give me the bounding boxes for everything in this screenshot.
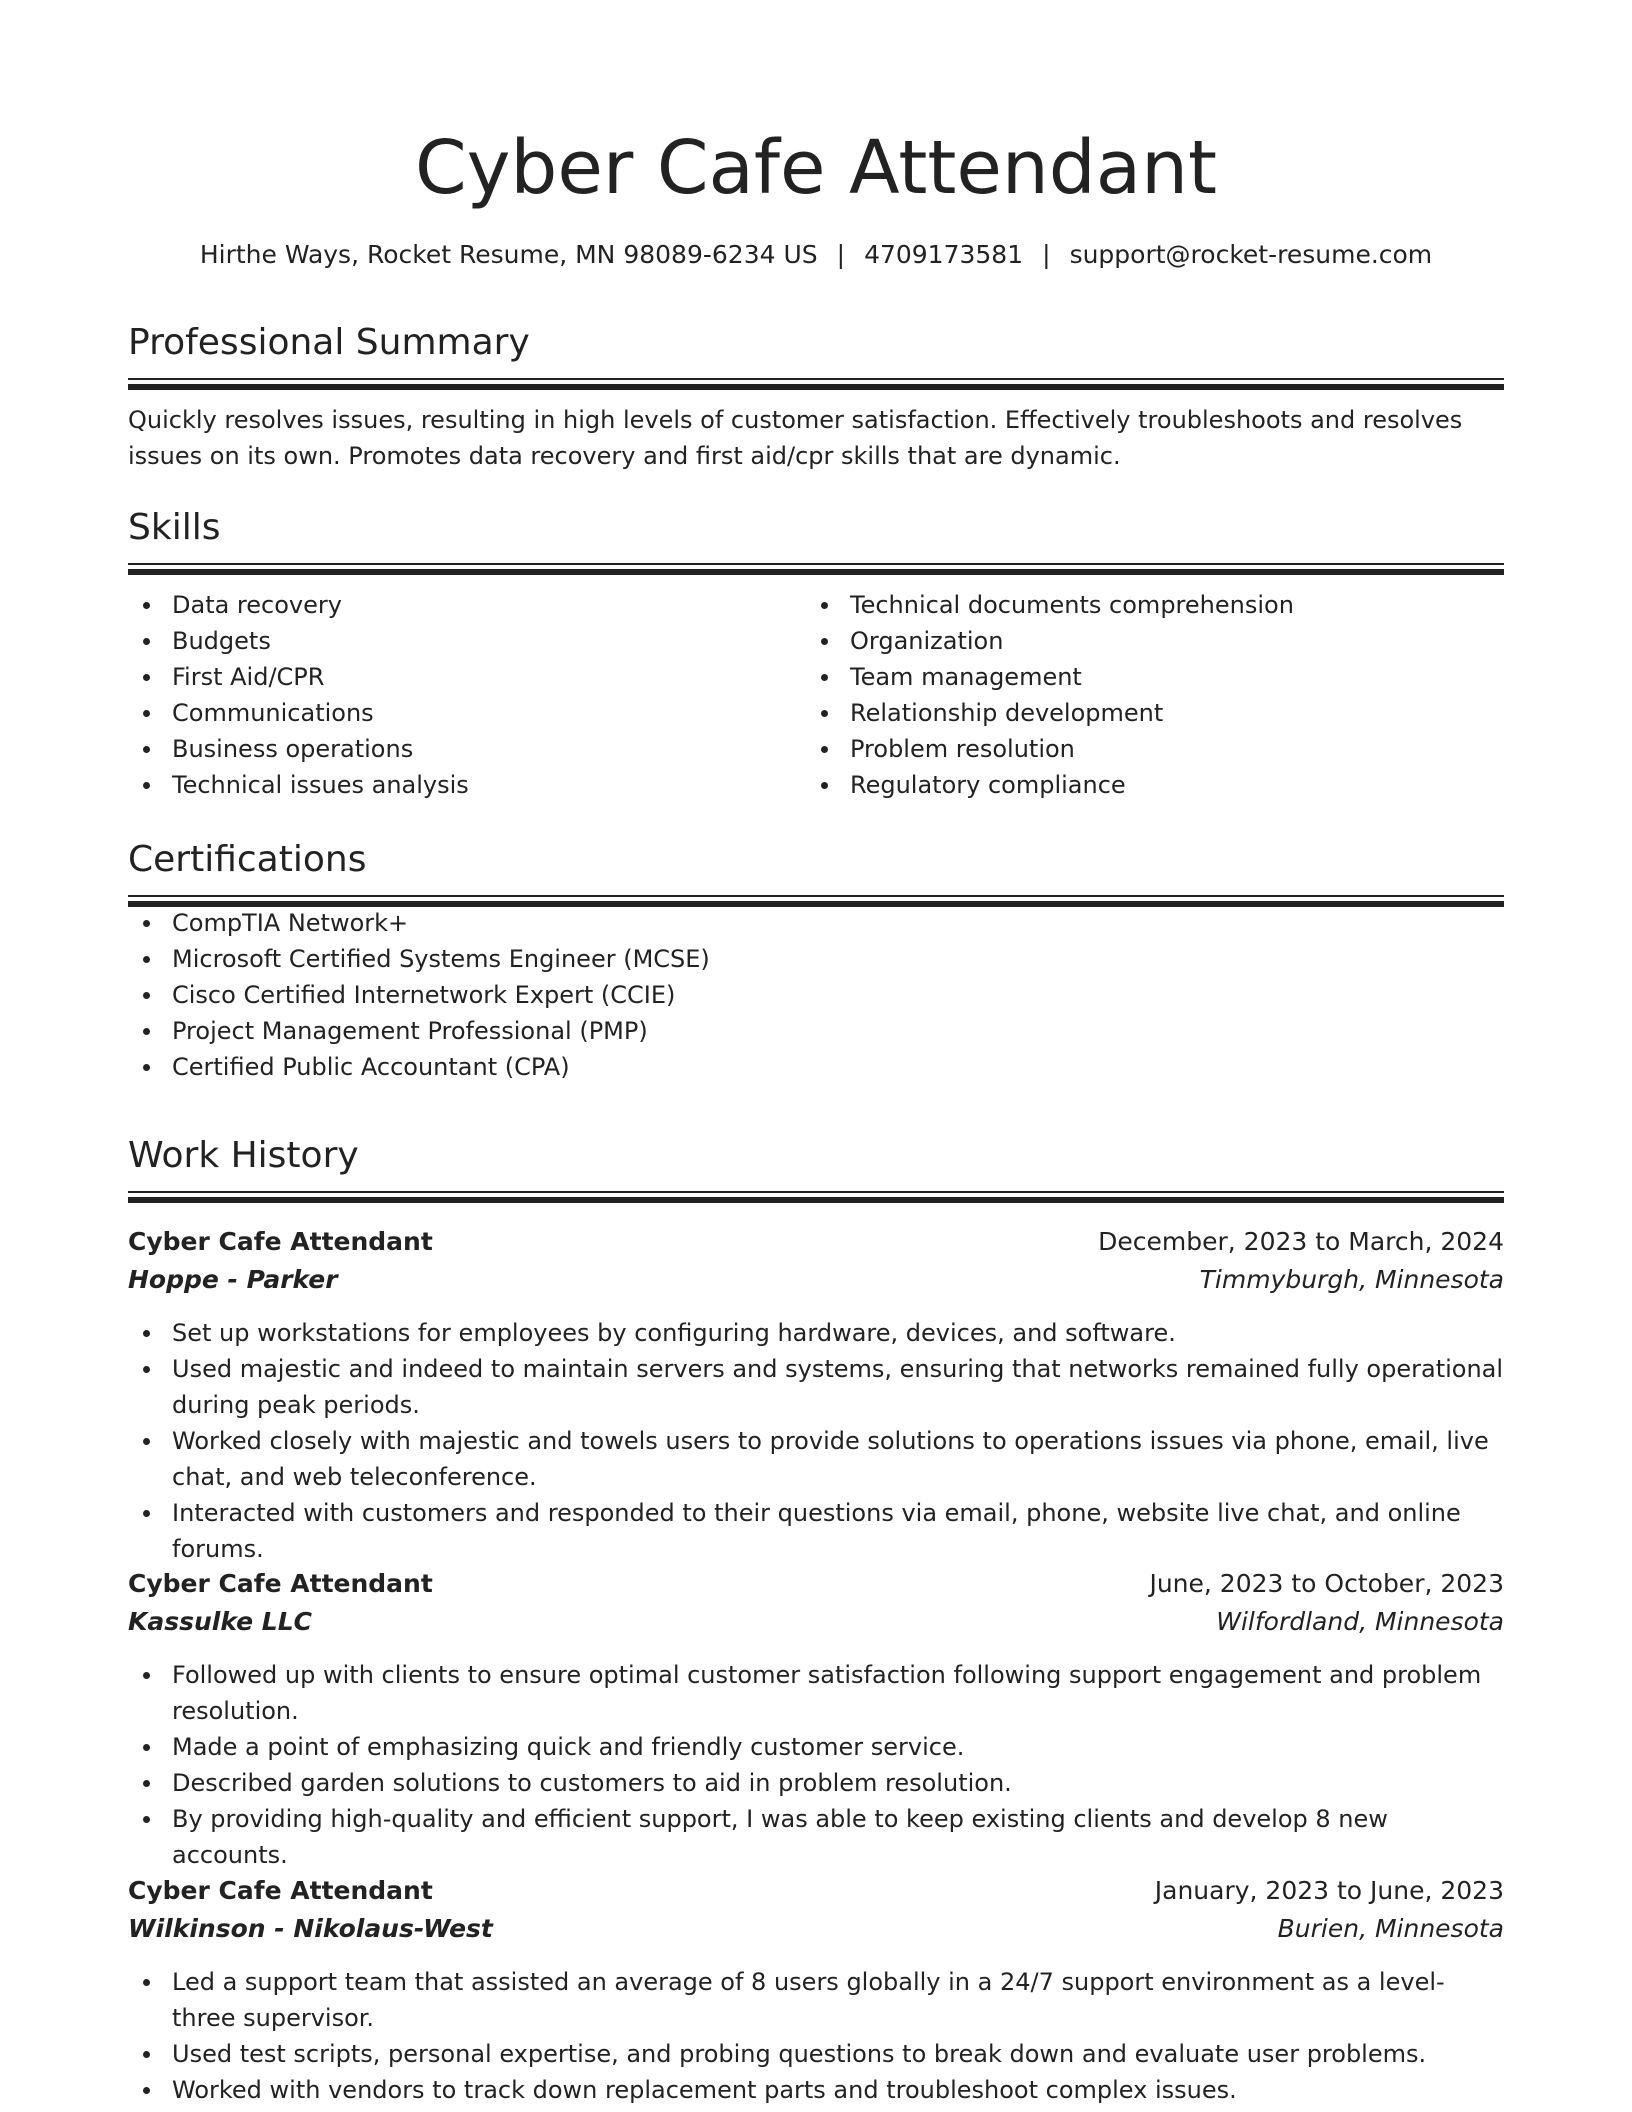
certifications-section [128,837,1504,1085]
job-duty-item: Used majestic and indeed to maintain servers and systems, ensuring that networks remained fully operational during peak periods. [128,1351,1504,1423]
skill-item: Budgets [128,623,806,659]
section-divider [128,563,1504,573]
work-history-section [128,1133,1504,1201]
job-duty-item: Used test scripts, personal expertise, and probing questions to break down and evaluate user problems. [128,2036,1504,2072]
job-entry [128,1223,1504,1567]
job-company-row [128,1603,1504,1641]
skills-grid [128,587,1504,803]
certification-item: Certified Public Accountant (CPA) [128,1049,1504,1085]
section-divider [128,378,1504,388]
job-header-row [128,1872,1504,1910]
job-duty-item: Set up workstations for employees by configuring hardware, devices, and software. [128,1315,1504,1351]
skills-column-left [128,587,806,803]
resume-page [128,0,1504,2104]
contact-line [128,238,1504,272]
section-divider [128,895,1504,905]
skill-item: Data recovery [128,587,806,623]
skills-column-right [806,587,1484,803]
job-duty-item: Led a support team that assisted an average of 8 users globally in a 24/7 support environment as a level-three supervisor. [128,1964,1504,2036]
skill-item: First Aid/CPR [128,659,806,695]
job-dates: December, 2023 to March, 2024 [1098,1227,1504,1256]
job-dates: June, 2023 to October, 2023 [1149,1569,1504,1598]
job-location: Wilfordland, Minnesota [1216,1607,1504,1636]
skill-item: Communications [128,695,806,731]
summary-section [128,320,1504,474]
summary-text: Quickly resolves issues, resulting in high levels of customer satisfaction. Effectively troubleshoots and resolves issues on its own. Promotes data recovery and first aid/cpr skills that are dynamic. [128,406,1463,470]
job-company: Wilkinson - Nikolaus-West [128,1914,493,1943]
job-entry [128,1872,1504,2108]
job-header-row [128,1565,1504,1603]
job-duties-list [128,1315,1504,1567]
section-title-work-history: Work History [128,1135,359,1176]
contact-email: support@rocket-resume.com [1069,240,1433,269]
job-duties-list [128,1657,1504,1873]
contact-separator: | [836,240,846,269]
section-divider [128,1191,1504,1201]
candidate-name: Cyber Cafe Attendant [414,125,1218,211]
contact-separator: | [1042,240,1051,269]
certification-item: Cisco Certified Internetwork Expert (CCIE) [128,977,1504,1013]
contact-address: Hirthe Ways, Rocket Resume, MN 98089-6234 US [199,240,818,269]
certification-item: Project Management Professional (PMP) [128,1013,1504,1049]
skill-item: Team management [806,659,1484,695]
job-company-row [128,1261,1504,1299]
section-title-certifications: Certifications [128,839,367,880]
job-duty-item: Worked closely with majestic and towels users to provide solutions to operations issues via phone, email, live chat, and web teleconference. [128,1423,1504,1495]
job-company: Kassulke LLC [128,1607,312,1636]
contact-phone: 4709173581 [864,240,1024,269]
skills-section [128,505,1504,803]
job-duty-item: Interacted with customers and responded to their questions via email, phone, website live chat, and online forums. [128,1495,1504,1567]
skill-item: Relationship development [806,695,1484,731]
skill-item: Business operations [128,731,806,767]
section-title-skills: Skills [128,507,221,548]
job-duty-item: Worked with vendors to track down replacement parts and troubleshoot complex issues. [128,2072,1504,2108]
job-duty-item: Described garden solutions to customers to aid in problem resolution. [128,1765,1504,1801]
job-company: Hoppe - Parker [128,1265,338,1294]
job-header-row [128,1223,1504,1261]
certifications-list [128,905,1504,1085]
skill-item: Technical documents comprehension [806,587,1484,623]
certification-item: Microsoft Certified Systems Engineer (MCSE) [128,941,1504,977]
skill-item: Technical issues analysis [128,767,806,803]
job-title: Cyber Cafe Attendant [128,1876,433,1905]
job-company-row [128,1910,1504,1948]
job-entry [128,1565,1504,1873]
job-dates: January, 2023 to June, 2023 [1154,1876,1504,1905]
job-title: Cyber Cafe Attendant [128,1227,433,1256]
certification-item: CompTIA Network+ [128,905,1504,941]
skill-item: Regulatory compliance [806,767,1484,803]
job-title: Cyber Cafe Attendant [128,1569,433,1598]
job-location: Timmyburgh, Minnesota [1199,1265,1504,1294]
section-title-summary: Professional Summary [128,322,530,363]
job-duty-item: By providing high-quality and efficient support, I was able to keep existing clients and develop 8 new accounts. [128,1801,1504,1873]
skill-item: Problem resolution [806,731,1484,767]
job-duty-item: Made a point of emphasizing quick and friendly customer service. [128,1729,1504,1765]
skill-item: Organization [806,623,1484,659]
job-duties-list [128,1964,1504,2108]
job-location: Burien, Minnesota [1277,1914,1504,1943]
job-duty-item: Followed up with clients to ensure optimal customer satisfaction following support engagement and problem resolution. [128,1657,1504,1729]
